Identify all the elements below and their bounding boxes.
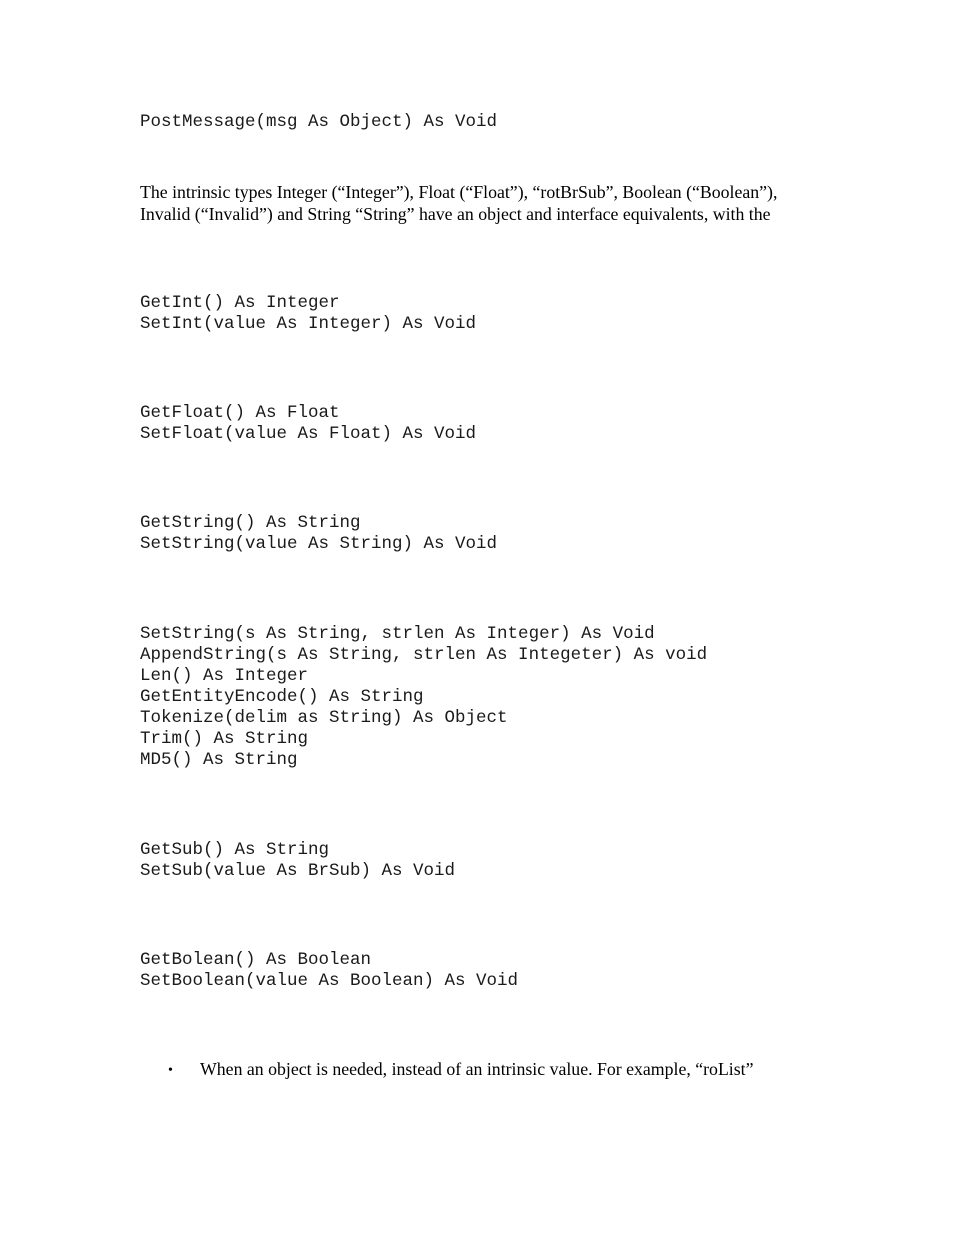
float-code-block — [140, 403, 476, 445]
string-methods-code-block — [140, 624, 707, 771]
code-line: SetString(value As String) As Void — [140, 534, 498, 554]
code-line: SetInt(value As Integer) As Void — [140, 314, 477, 334]
intro-paragraph — [140, 181, 840, 225]
code-line: SetSub(value As BrSub) As Void — [140, 861, 456, 881]
code-line: Len() As Integer — [140, 666, 309, 686]
code-line: SetFloat(value As Float) As Void — [140, 424, 477, 444]
paragraph-line: The intrinsic types Integer (“Integer”), Float (“Float”), “rotBrSub”, Boolean (“Boolean”), — [140, 182, 778, 202]
code-line: Trim() As String — [140, 729, 309, 749]
bullet-list-item — [168, 1058, 868, 1082]
code-line: GetBolean() As Boolean — [140, 950, 372, 970]
string-code-block — [140, 513, 497, 555]
code-line: GetFloat() As Float — [140, 403, 340, 423]
code-line: SetString(s As String, strlen As Integer) As Void — [140, 624, 655, 644]
boolean-code-block — [140, 950, 518, 992]
code-line: GetEntityEncode() As String — [140, 687, 424, 707]
bullet-text: When an object is needed, instead of an intrinsic value. For example, “roList” — [200, 1059, 754, 1079]
code-line: MD5() As String — [140, 750, 298, 770]
code-line: Tokenize(delim as String) As Object — [140, 708, 508, 728]
int-code-block — [140, 293, 476, 335]
post-message-code — [140, 112, 497, 133]
code-line: AppendString(s As String, strlen As Integeter) As void — [140, 645, 708, 665]
bullet-icon: • — [168, 1063, 173, 1078]
code-line: PostMessage(msg As Object) As Void — [140, 112, 498, 132]
sub-code-block — [140, 840, 455, 882]
code-line: SetBoolean(value As Boolean) As Void — [140, 971, 519, 991]
code-line: GetString() As String — [140, 513, 361, 533]
code-line: GetInt() As Integer — [140, 293, 340, 313]
code-line: GetSub() As String — [140, 840, 330, 860]
paragraph-line: Invalid (“Invalid”) and String “String” have an object and interface equivalents, with the — [140, 204, 771, 224]
